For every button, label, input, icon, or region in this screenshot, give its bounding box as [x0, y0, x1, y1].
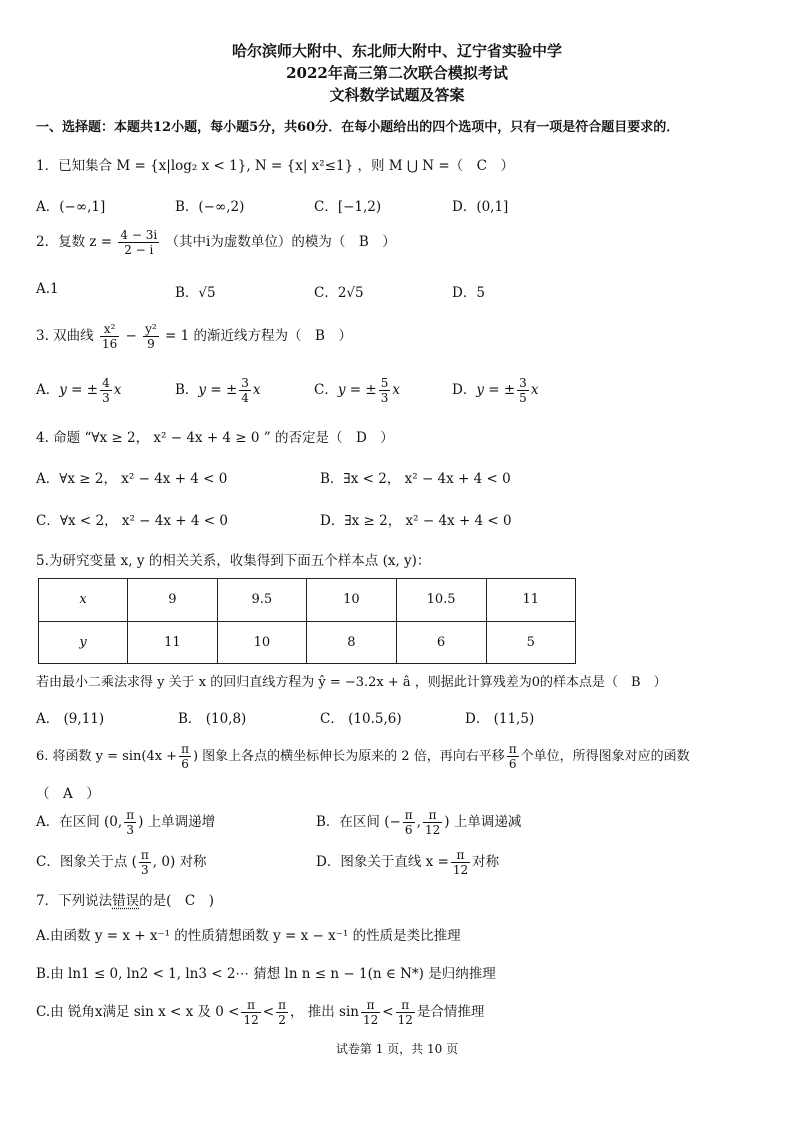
question-6-answer: （ A ）: [36, 786, 100, 802]
q6-option-a: A．在区间 (0, $\frac{\pi}{3}$ ) 上单调递增: [36, 808, 216, 837]
table-cell: 9.5: [217, 579, 307, 622]
q4-option-d: D．∃x ≥ 2， x² − 4x + 4 < 0: [320, 513, 512, 529]
subject-title: 文科数学试题及答案: [329, 86, 465, 104]
q1-option-a: A．(−∞,1]: [36, 199, 106, 215]
q2-option-b: B．√5: [175, 285, 216, 301]
question-7-stem: 7．下列说法错误的是( C ): [36, 893, 214, 909]
table-row: [39, 579, 576, 622]
q3-option-a: A．y = ± $\frac{4}{3}$ x: [36, 376, 122, 405]
page-footer: 试卷第 1 页，共 10 页: [335, 1042, 459, 1056]
q5-option-c: C． (10.5,6): [320, 711, 402, 727]
table-cell: 9: [128, 579, 217, 622]
q7-option-a: A.由函数 y = x + x⁻¹ 的性质猜想函数 y = x − x⁻¹ 的性质是类比推理: [36, 928, 461, 944]
table-cell: 11: [128, 621, 217, 664]
q3-option-b: B．y = ± $\frac{3}{4}$ x: [175, 376, 261, 405]
table-cell: 10: [307, 579, 396, 622]
q6-option-c: C．图象关于点 ( $\frac{\pi}{3}$ , 0) 对称: [36, 848, 207, 877]
q2-option-c: C．2√5: [314, 285, 364, 301]
table-row: [39, 621, 576, 664]
section-heading: 一、选择题：本题共12小题，每小题5分，共60分．在每小题给出的四个选项中，只有一项是符合题目要求的．: [36, 120, 680, 135]
q2-option-a: A.1: [36, 281, 59, 297]
q1-option-b: B．(−∞,2): [175, 199, 245, 215]
school-header: 哈尔滨师大附中、东北师大附中、辽宁省实验中学: [231, 42, 562, 60]
question-2-stem: 2．复数 z = $\frac{4 - 3i}{2 - i}$ （其中i为虚数单位）的模为（ B ）: [36, 228, 396, 257]
table-cell: 8: [307, 621, 396, 664]
q4-option-a: A．∀x ≥ 2， x² − 4x + 4 < 0: [36, 471, 228, 487]
question-6-stem: 6. 将函数 y = sin(4x + $\frac{\pi}{6}$ ) 图象上各点的横坐标伸长为原来的 2 倍，再向右平移 $\frac{\pi}{6}$ 个单位，所得图象对应的函数: [36, 742, 690, 771]
q2-option-d: D．5: [452, 285, 485, 301]
q6-option-b: B．在区间 (− $\frac{\pi}{6}$ , $\frac{\pi}{12}$ ) 上单调递减: [316, 808, 522, 837]
table-cell: 6: [396, 621, 486, 664]
q5-option-b: B． (10,8): [178, 711, 247, 727]
table-cell: 5: [486, 621, 575, 664]
table-cell: 10: [217, 621, 307, 664]
table-cell: y: [39, 621, 128, 664]
q3-option-d: D．y = ± $\frac{3}{5}$ x: [452, 376, 539, 405]
table-cell: 11: [486, 579, 575, 622]
q2-fraction: $\frac{4 - 3i}{2 - i}$: [120, 228, 158, 257]
q7-option-b: B.由 ln1 ≤ 0, ln2 < 1, ln3 < 2⋯ 猜想 ln n ≤ n − 1(n ∈ N*) 是归纳推理: [36, 966, 496, 982]
question-4-stem: 4. 命题 “∀x ≥ 2， x² − 4x + 4 ≥ 0 ” 的否定是（ D ）: [36, 430, 394, 446]
question-1-stem: 1．已知集合 M = {x|log₂ x < 1}, N = {x| x²≤1} ，则 M ⋃ N =（ C ）: [36, 158, 514, 174]
q7-option-c: C.由 锐角x满足 sin x < x 及 0 < $\frac{\pi}{12}$ < $\frac{\pi}{2}$ ， 推出 sin $\frac{\pi}{12}$ < $\frac{\pi}{12}$ 是合情推理: [36, 998, 485, 1027]
question-5-stem: 5.为研究变量 x, y 的相关关系，收集得到下面五个样本点 (x, y)：: [36, 553, 431, 569]
q4-option-b: B．∃x < 2， x² − 4x + 4 < 0: [320, 471, 511, 487]
q5-option-d: D． (11,5): [465, 711, 535, 727]
q5-option-a: A． (9,11): [36, 711, 105, 727]
sample-points-table: [38, 578, 576, 664]
q3-option-c: C．y = ± $\frac{5}{3}$ x: [314, 376, 400, 405]
exam-title: 2022年高三第二次联合模拟考试: [286, 64, 508, 82]
table-cell: 10.5: [396, 579, 486, 622]
q6-option-d: D．图象关于直线 x = $\frac{\pi}{12}$ 对称: [316, 848, 500, 877]
q1-option-c: C．[−1,2): [314, 199, 382, 215]
emphasis-text: 错误: [112, 893, 140, 909]
question-3-stem: 3. 双曲线 $\frac{\text{x²}}{16}$ − $\frac{\text{y²}}{9}$ = 1 的渐近线方程为（ B ）: [36, 322, 352, 351]
question-5-followup: 若由最小二乘法求得 y 关于 x 的回归直线方程为 ŷ = −3.2x + â ，则据此计算残差为0的样本点是（ B ）: [36, 675, 667, 690]
q4-option-c: C．∀x < 2， x² − 4x + 4 < 0: [36, 513, 228, 529]
q1-option-d: D．(0,1]: [452, 199, 509, 215]
table-cell: x: [39, 579, 128, 622]
